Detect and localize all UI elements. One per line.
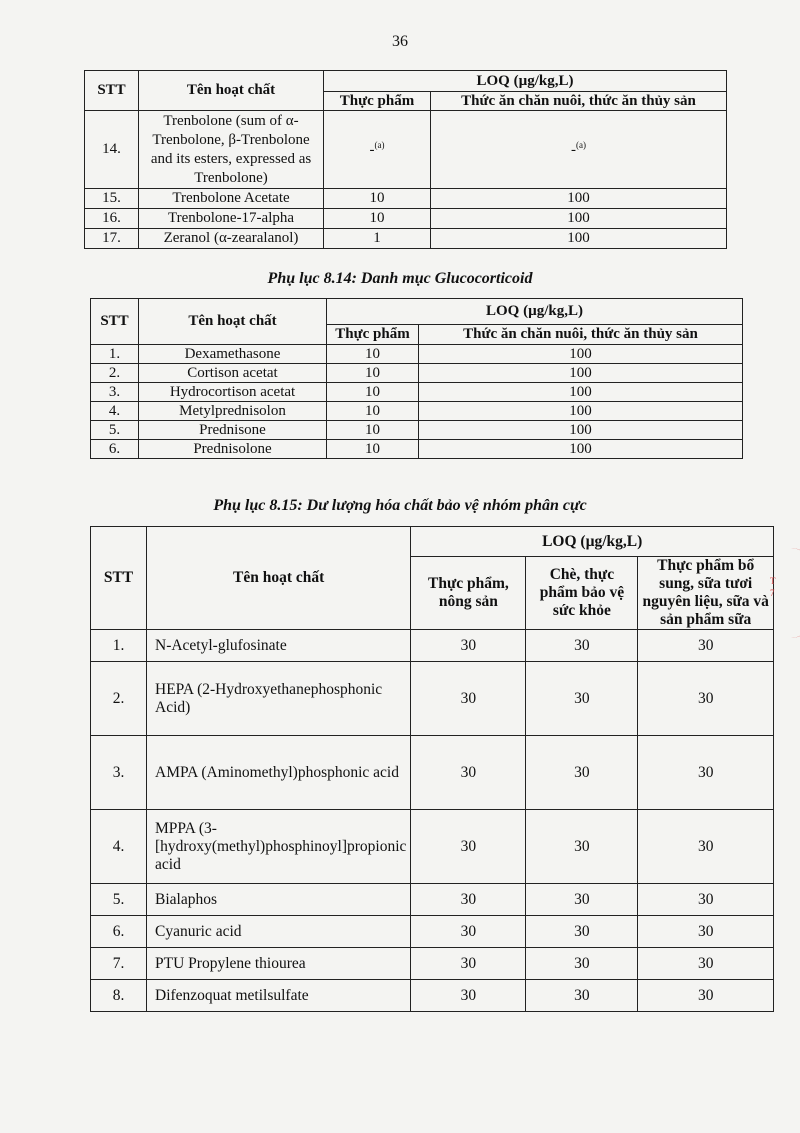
row-food-value: 10 [327, 402, 419, 421]
table-row [91, 810, 774, 884]
row-stt: 2. [91, 662, 147, 736]
header-stt: STT [91, 527, 147, 630]
row-value: 30 [411, 884, 526, 916]
table-row [91, 402, 743, 421]
row-value: 30 [638, 736, 774, 810]
header-feed: Thức ăn chăn nuôi, thức ăn thủy sản [431, 92, 727, 111]
header-name: Tên hoạt chất [139, 299, 327, 345]
table-row [91, 345, 743, 364]
row-stt: 14. [85, 111, 139, 189]
table-row [85, 229, 727, 249]
row-food-value: 1 [324, 229, 431, 249]
row-name: Zeranol (α-zearalanol) [139, 229, 324, 249]
row-value: 30 [638, 884, 774, 916]
row-name: Cortison acetat [139, 364, 327, 383]
header-food: Thực phẩm [324, 92, 431, 111]
header-loq: LOQ (µg/kg,L) [327, 299, 743, 325]
row-food-value: 10 [327, 364, 419, 383]
seal-fragment-text: T 7 [770, 576, 776, 598]
row-value: 30 [526, 884, 638, 916]
glucocorticoid-table [90, 298, 743, 459]
header-food: Thực phẩm, nông sản [411, 557, 526, 630]
header-stt: STT [85, 71, 139, 111]
page-number: 36 [392, 33, 408, 50]
polar-pesticides-table [90, 526, 774, 1012]
row-stt: 4. [91, 402, 139, 421]
table-row [85, 209, 727, 229]
row-value: 30 [526, 980, 638, 1012]
header-stt: STT [91, 299, 139, 345]
row-feed-value: 100 [419, 364, 743, 383]
row-food-value: 10 [324, 209, 431, 229]
row-food-value: 10 [327, 383, 419, 402]
row-name: Trenbolone-17-alpha [139, 209, 324, 229]
row-name: HEPA (2-Hydroxyethanephosphonic Acid) [147, 662, 411, 736]
row-name: Metylprednisolon [139, 402, 327, 421]
row-value: 30 [638, 916, 774, 948]
row-value: 30 [411, 948, 526, 980]
row-feed-value: 100 [419, 440, 743, 459]
row-feed-value: -$^{(a)}$ [431, 111, 727, 189]
table-row [85, 111, 727, 189]
table-row [91, 383, 743, 402]
row-stt: 3. [91, 383, 139, 402]
row-name: Prednisolone [139, 440, 327, 459]
row-value: 30 [411, 810, 526, 884]
row-name: Dexamethasone [139, 345, 327, 364]
row-value: 30 [526, 630, 638, 662]
row-name: N-Acetyl-glufosinate [147, 630, 411, 662]
row-name: Bialaphos [147, 884, 411, 916]
table-row [91, 630, 774, 662]
row-food-value: 10 [327, 421, 419, 440]
table-row [91, 421, 743, 440]
header-supplement: Thực phẩm bổ sung, sữa tươi nguyên liệu, sữa và sản phẩm sữa [638, 557, 774, 630]
table-row [91, 948, 774, 980]
row-value: 30 [411, 736, 526, 810]
row-value: 30 [526, 916, 638, 948]
row-food-value: 10 [327, 345, 419, 364]
row-name: PTU Propylene thiourea [147, 948, 411, 980]
header-loq: LOQ (µg/kg,L) [411, 527, 774, 557]
row-stt: 2. [91, 364, 139, 383]
row-value: 30 [411, 630, 526, 662]
header-name: Tên hoạt chất [139, 71, 324, 111]
row-feed-value: 100 [419, 402, 743, 421]
row-name: Trenbolone (sum of α-Trenbolone, β-Trenbolone and its esters, expressed as Trenbolone) [139, 111, 324, 189]
row-value: 30 [638, 980, 774, 1012]
row-feed-value: 100 [431, 229, 727, 249]
row-food-value: -$^{(a)}$ [324, 111, 431, 189]
table-row [91, 440, 743, 459]
row-name: Trenbolone Acetate [139, 189, 324, 209]
row-stt: 17. [85, 229, 139, 249]
row-name: AMPA (Aminomethyl)phosphonic acid [147, 736, 411, 810]
row-name: Difenzoquat metilsulfate [147, 980, 411, 1012]
row-stt: 16. [85, 209, 139, 229]
red-seal-edge [760, 548, 800, 638]
row-stt: 6. [91, 440, 139, 459]
row-value: 30 [526, 736, 638, 810]
row-value: 30 [638, 810, 774, 884]
row-stt: 7. [91, 948, 147, 980]
header-feed: Thức ăn chăn nuôi, thức ăn thủy sản [419, 325, 743, 345]
table-row [91, 916, 774, 948]
row-value: 30 [411, 916, 526, 948]
row-value: 30 [638, 630, 774, 662]
row-stt: 6. [91, 916, 147, 948]
caption-glucocorticoid: Phụ lục 8.14: Danh mục Glucocorticoid [267, 270, 533, 287]
row-feed-value: 100 [419, 383, 743, 402]
header-name: Tên hoạt chất [147, 527, 411, 630]
row-feed-value: 100 [431, 209, 727, 229]
table-row [91, 662, 774, 736]
row-food-value: 10 [324, 189, 431, 209]
trenbolone-table [84, 70, 727, 249]
row-name: MPPA (3-[hydroxy(methyl)phosphinoyl]propionic acid [147, 810, 411, 884]
header-loq: LOQ (µg/kg,L) [324, 71, 727, 92]
row-name: Cyanuric acid [147, 916, 411, 948]
header-food: Thực phẩm [327, 325, 419, 345]
row-value: 30 [638, 662, 774, 736]
caption-polar-pesticides: Phụ lục 8.15: Dư lượng hóa chất bảo vệ nhóm phân cực [213, 497, 587, 514]
row-stt: 5. [91, 421, 139, 440]
row-stt: 3. [91, 736, 147, 810]
row-stt: 1. [91, 345, 139, 364]
row-stt: 4. [91, 810, 147, 884]
row-feed-value: 100 [419, 345, 743, 364]
table-row [91, 736, 774, 810]
table-row [85, 189, 727, 209]
row-feed-value: 100 [431, 189, 727, 209]
row-stt: 15. [85, 189, 139, 209]
row-value: 30 [411, 980, 526, 1012]
row-name: Prednisone [139, 421, 327, 440]
header-tea: Chè, thực phẩm bảo vệ sức khỏe [526, 557, 638, 630]
row-stt: 1. [91, 630, 147, 662]
row-value: 30 [638, 948, 774, 980]
row-value: 30 [526, 810, 638, 884]
table-row [91, 980, 774, 1012]
row-value: 30 [411, 662, 526, 736]
row-value: 30 [526, 662, 638, 736]
table-row [91, 884, 774, 916]
row-value: 30 [526, 948, 638, 980]
row-feed-value: 100 [419, 421, 743, 440]
row-name: Hydrocortison acetat [139, 383, 327, 402]
row-stt: 8. [91, 980, 147, 1012]
row-food-value: 10 [327, 440, 419, 459]
row-stt: 5. [91, 884, 147, 916]
table-row [91, 364, 743, 383]
